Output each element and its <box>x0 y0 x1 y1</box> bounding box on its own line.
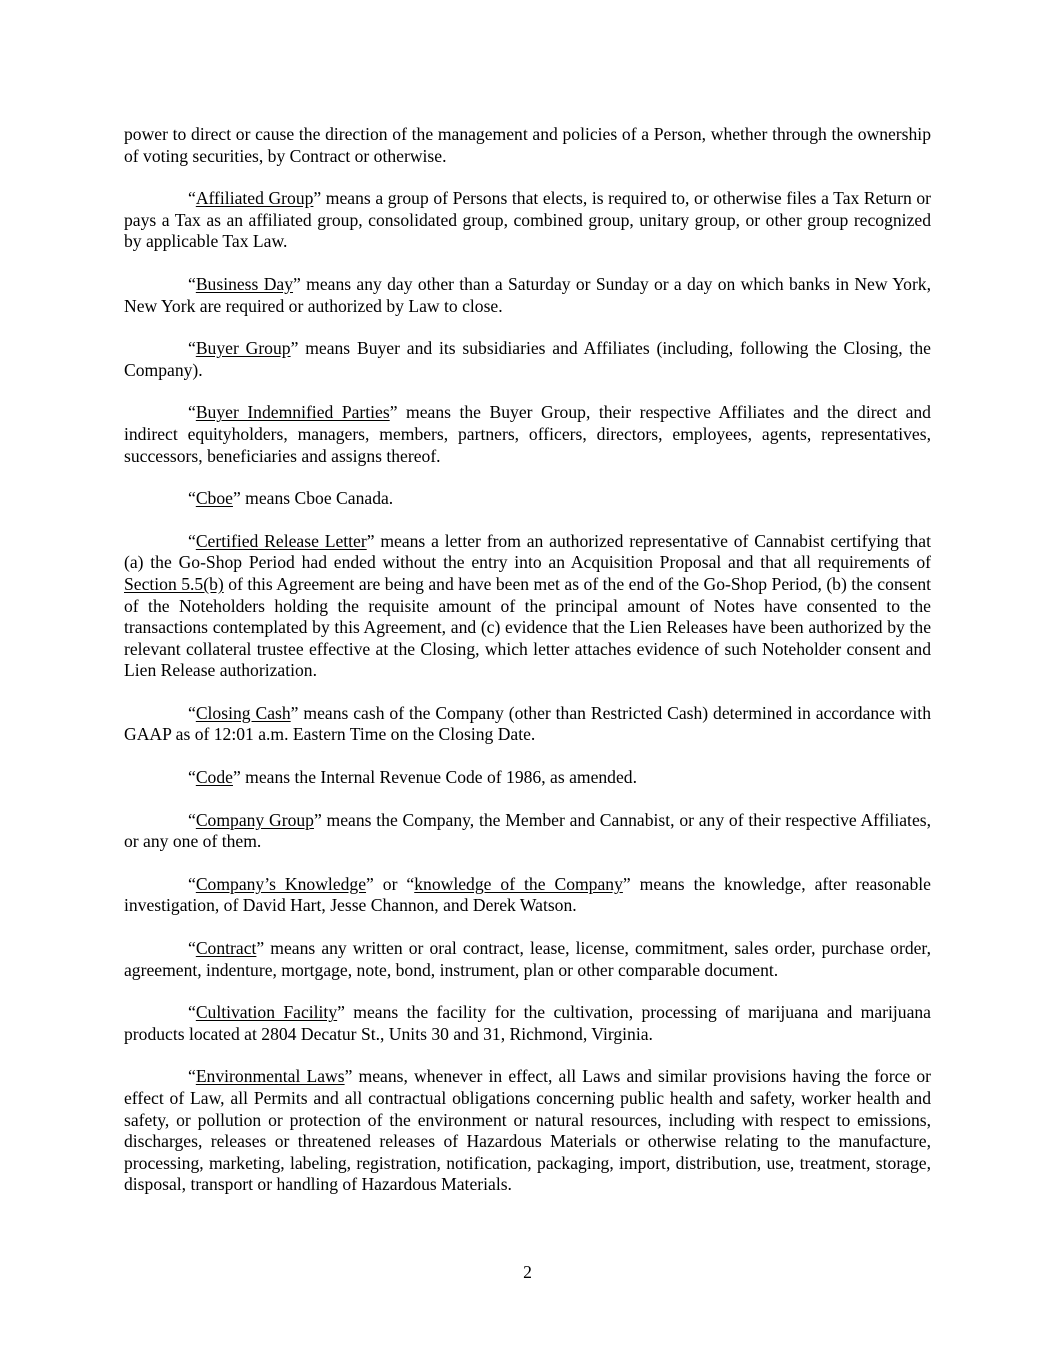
defined-term: Cboe <box>195 488 233 509</box>
defined-term: knowledge of the Company <box>414 873 623 894</box>
paragraph-text: “ <box>188 273 196 294</box>
definition-cultivation-facility <box>124 1002 931 1045</box>
paragraph-text: of this Agreement are being and have been met as of the end of the Go-Shop Period, (b) the consent of the Noteholders holding the requisite amount of the principal amount of Notes have consented to the transactions contemplated by this Agreement, and (c) evidence that the Lien Releases have been authorized by the relevant collateral trustee effective at the Closing, which letter attaches evidence of such Noteholder consent and Lien Release authorization. <box>124 573 931 681</box>
paragraph-text: “ <box>188 1066 196 1087</box>
defined-term: Closing Cash <box>195 702 291 723</box>
paragraph-text: ” means Cboe Canada. <box>232 488 394 509</box>
definition-contract <box>124 938 931 981</box>
paragraph-text: ” means cash of the Company (other than Restricted Cash) determined in accordance with GAAP as of 12:01 a.m. Eastern Time on the Closing Date. <box>124 702 931 745</box>
paragraph-text: ” means the Company, the Member and Cannabist, or any of their respective Affiliates, or any one of them. <box>124 809 931 852</box>
definition-code <box>124 767 931 789</box>
definition-business-day <box>124 274 931 317</box>
paragraph-text: “ <box>188 488 196 509</box>
paragraph-text: ” means any day other than a Saturday or Sunday or a day on which banks in New York, New York are required or authorized by Law to close. <box>124 273 932 316</box>
definition-closing-cash <box>124 703 931 746</box>
paragraph-text: “ <box>188 873 196 894</box>
definition-company-group <box>124 810 931 853</box>
definition-buyer-indemnified-parties <box>124 402 931 467</box>
paragraph-text: “ <box>188 1002 196 1023</box>
document-body <box>124 124 931 1217</box>
paragraph-text: “ <box>188 530 196 551</box>
paragraph-text: “ <box>188 338 196 359</box>
paragraph-text: ” means the Buyer Group, their respective Affiliates and the direct and indirect equityholders, managers, members, partners, officers, directors, employees, agents, representatives, successors, beneficiaries and assigns thereof. <box>124 402 931 466</box>
paragraph-text: “ <box>188 938 196 959</box>
paragraph-text: “ <box>188 809 196 830</box>
definition-company-knowledge <box>124 874 931 917</box>
paragraph-text: “ <box>188 767 196 788</box>
defined-term: Affiliated Group <box>195 188 314 209</box>
paragraph-text: ” means the knowledge, after reasonable investigation, of David Hart, Jesse Channon, and Derek Watson. <box>124 873 931 916</box>
definition-certified-release-letter <box>124 531 931 682</box>
paragraph-text: ” means a group of Persons that elects, is required to, or otherwise files a Tax Return or pays a Tax as an affiliated group, consolidated group, combined group, unitary group, or other group recognized by applicable Tax Law. <box>124 188 931 252</box>
paragraph-text: ” means a letter from an authorized representative of Cannabist certifying that (a) the Go-Shop Period had ended without the entry into an Acquisition Proposal and that all requirements of <box>124 530 931 573</box>
defined-term: Certified Release Letter <box>195 530 367 551</box>
paragraph-text: ” or “ <box>366 873 415 894</box>
paragraph-text: ” means the facility for the cultivation, processing of marijuana and marijuana products located at 2804 Decatur St., Units 30 and 31, Richmond, Virginia. <box>124 1002 931 1044</box>
defined-term: Company Group <box>195 809 314 830</box>
paragraph-text: ” means the Internal Revenue Code of 1986, as amended. <box>232 767 637 788</box>
defined-term: Buyer Indemnified Parties <box>195 402 390 423</box>
definition-environmental-laws <box>124 1066 931 1196</box>
definition-affiliated-group <box>124 188 931 253</box>
defined-term: Buyer Group <box>195 338 291 359</box>
defined-term: Business Day <box>195 273 294 294</box>
paragraph-text: ” means any written or oral contract, lease, license, commitment, sales order, purchase order, agreement, indenture, mortgage, note, bond, instrument, plan or other comparable document. <box>124 938 931 980</box>
defined-term: Code <box>195 767 233 788</box>
paragraph-text: ” means Buyer and its subsidiaries and Affiliates (including, following the Closing, the Company). <box>124 338 931 380</box>
defined-term: Contract <box>195 938 257 959</box>
page-number: 2 <box>523 1262 532 1282</box>
defined-term: Section 5.5(b) <box>124 573 224 594</box>
defined-term: Company’s Knowledge <box>195 873 367 894</box>
para-control-continuation <box>124 124 931 167</box>
defined-term: Environmental Laws <box>195 1066 345 1087</box>
defined-term: Cultivation Facility <box>195 1002 338 1023</box>
paragraph-text: ” means, whenever in effect, all Laws and similar provisions having the force or effect of Law, all Permits and all contractual obligations concerning public health and safety, worker health and safety, or pollution or protection of the environment or natural resources, including with respect to emissions, discharges, releases or threatened releases of Hazardous Materials or otherwise relating to the manufacture, processing, marketing, labeling, registration, notification, packaging, import, distribution, use, treatment, storage, disposal, transport or handling of Hazardous Materials. <box>124 1066 931 1195</box>
paragraph-text: power to direct or cause the direction of the management and policies of a Person, whether through the ownership of voting securities, by Contract or otherwise. <box>124 124 931 166</box>
definition-buyer-group <box>124 338 931 381</box>
paragraph-text: “ <box>188 402 196 423</box>
definition-cboe <box>124 488 931 510</box>
paragraph-text: “ <box>188 188 196 209</box>
paragraph-text: “ <box>188 702 196 723</box>
